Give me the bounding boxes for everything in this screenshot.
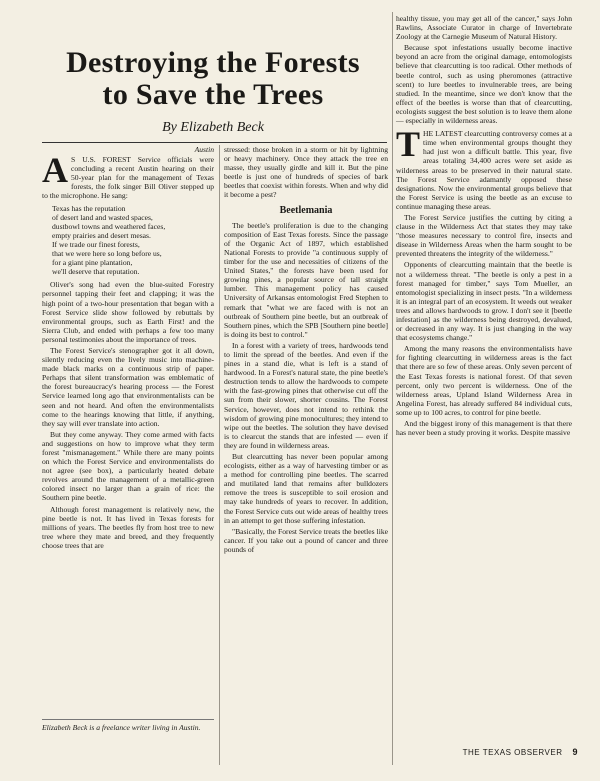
paragraph: But clearcutting has never been popular among ecologists, either as a way of harvesting timber or as a method for controlling pine beetles. The scarred and mutilated land that remains after bulldozers remove the trees is susceptible to soil erosion and may take hundreds of years to recover. In addition, the Forest Service cuts out wide areas of healthy trees in an attempt to get those suffering infestation. (224, 452, 388, 525)
paragraph: THE LATEST clearcutting controversy comes at a time when environmental groups thought they had just won a difficult battle. This year, five areas totaling 34,400 acres were set aside as wilderness areas to be preserved in their natural state. The Forest Service adamantly opposed these designations. Now the environmental groups believe that the Forest Service is using the beetle as an excuse to continue managing these areas. (396, 124, 572, 211)
section-heading: Beetlemania (279, 204, 333, 216)
page-footer (463, 747, 578, 757)
paragraph: stressed: those broken in a storm or hit by lightning or heavy machinery. Once they attack the tree en masse, they usually girdle and kill it. But the pine beetle is just one of hundreds of species of bark beetles that coexist within forests. When and why did it become a pest? (224, 145, 388, 200)
paragraph: healthy tissue, you may get all of the cancer," says John Rawlins, Associate Curator in charge of Invertebrate Zoology at the Carnegie Museum of Natural History. (396, 14, 572, 42)
bio-rule (42, 719, 214, 720)
author-bio: Elizabeth Beck is a freelance writer living in Austin. (42, 723, 201, 732)
paragraph: Opponents of clearcutting maintain that the beetle is not a wilderness threat. "The beetle is only a pest in a forest managed for timber," says Tom Mueller, an entomologist specializing in insect pests. "In a wilderness it is an integral part of an ecosystem. It weeds out weaker trees and allows hardwoods to grow. I don't see it [beetle infestation] as the wilderness being destroyed, devalued, or decreased in any way. It is just changing in the way that ecosystems change." (396, 260, 572, 343)
paragraph: Among the many reasons the environmentalists have for fighting clearcutting in wilderness areas is the fact that there are so few of these areas. Only seven percent of the East Texas forests is national forest. Of that seven percent, only two percent is wilderness. One of the wilderness areas, Upland Island Wilderness Area in Angelina Forest, has already suffered 84 individual cuts, some up to 100 acres, to control for pine beetle. (396, 344, 572, 417)
drop-cap: A (42, 150, 68, 191)
paragraph: "Basically, the Forest Service treats the beetles like cancer. If you take out a pound of cancer and three pounds of (224, 526, 388, 554)
column-2 (224, 145, 388, 556)
paragraph: And the biggest irony of this management is that there has never been a study proving it works. Despite massive (396, 419, 572, 438)
paragraph: Oliver's song had even the blue-suited Forestry personnel tapping their feet and clapping; it was the high point of a two-hour presentation that began with a Forest Service slide show followed by rebuttals by environmental groups, such as Earth First! and the Sierra Club, and ended with perhaps a few too many personal testimonies about the importance of trees. (42, 280, 214, 344)
dateline: Austin (194, 145, 214, 154)
lyric-line: that we were here so long before us, (52, 249, 162, 259)
lyric-line: we'll deserve that reputation. (52, 267, 140, 277)
lyric-line: If we trade our finest forests, (52, 239, 140, 249)
byline: By Elizabeth Beck (162, 120, 264, 135)
drop-cap: T (396, 124, 421, 165)
title-line-1: Destroying the Forests (66, 46, 360, 79)
paragraph: Because spot infestations usually become inactive beyond an acre from the original damage, entomologists believe that clearcutting is too radical. Other methods of beetle control, such as using pheromones (attractive scent) to lure beetles to invulnerable trees, are being studied. In the meantime, since we don't know that the effect of the beetles is worse than that of clearcutting, ecologists suggest the best solution is to leave them alone — especially in wilderness areas. (396, 43, 572, 126)
paragraph: A S U.S. FOREST Service officials were concluding a recent Austin hearing on their 50-year plan for the management of Texas forests, the folk singer Bill Oliver stepped up to the microphone. He sang: (42, 150, 214, 201)
paragraph: The beetle's proliferation is due to the changing composition of East Texas forests. Since the passage of the Organic Act of 1897, which established National Forests to provide "a continuous supply of timber for the use and necessities of citizens of the United States," the forests have been used for growing pines, a popular source of tall straight lumber. This management policy has caused University of Arkansas entomologist Fred Stephen to remark that "what we are faced with is not an outbreak of Southern pine beetle, but an outbreak of Southern pines, which the SPB [Southern pine beetle] is doing its best to control." (224, 220, 388, 339)
paragraph: In a forest with a variety of trees, hardwoods tend to limit the spread of the beetles. And even if the pines in a stand die, what is left is a stand of hardwood. In a Forest's natural state, the pine beetle's destruction tends to allow the hardwoods to compete with the fast-growing pines that otherwise cut off the sun from their slower, shorter cousins. The Forest Service, however, does not intend to rethink the wisdom of growing pine monocultures; they intend to wipe out the beetles. The solution they have devised is to clearcut the stands that are infested — even if they are found in wilderness areas. (224, 340, 388, 450)
article-title (40, 47, 386, 111)
column-1 (42, 145, 214, 552)
lyric-line: empty prairies and desert mesas. (52, 230, 151, 240)
title-rule (42, 142, 387, 143)
lyric-line: of desert land and wasted spaces, (52, 212, 153, 222)
page-number: 9 (572, 747, 578, 757)
publication-name: THE TEXAS OBSERVER (462, 748, 563, 757)
title-line-2: to Save the Trees (102, 78, 324, 111)
paragraph: The Forest Service's stenographer got it all down, silently reducing even the lively music into machine-made black marks on a continuous strip of paper. Perhaps that silent transformation was emblematic of the forest bureaucracy's hearing process — the Forest Service learned long ago that environmentalists can be seen and not heard. And often the environmentalists come to the hearings knowing that little, if anything, they say will ever translate into action. (42, 345, 214, 428)
column-3 (396, 14, 572, 439)
lyric-line: Texas has the reputation (52, 203, 126, 213)
paragraph: But they come anyway. They come armed with facts and suggestions on how to improve what they term forest "mismanagement." While there are many points on which the Forest Service and environmentalists do not agree (see box), a particularly heated debate revolves around the management of a metallic-green colored insect no larger than a grain of rice: the Southern pine beetle. (42, 429, 214, 503)
paragraph: Although forest management is relatively new, the pine beetle is not. It has lived in Texas forests for millions of years. The beetles fly from host tree to new tree where they mate and breed, and they frequently choose trees that are (42, 504, 214, 550)
lyric-line: dustbowl towns and weathered faces, (52, 221, 166, 231)
paragraph: The Forest Service justifies the cutting by citing a clause in the Wilderness Act that states they may take "those measures necessary to control fire, insects and disease in Wilderness Areas when the harm sought to be prevented threatens the integrity of the wilderness." (396, 212, 572, 259)
column-divider (219, 145, 220, 765)
column-divider (392, 12, 393, 765)
song-lyrics (52, 204, 214, 277)
lyric-line: for a giant pine plantation, (52, 258, 133, 268)
